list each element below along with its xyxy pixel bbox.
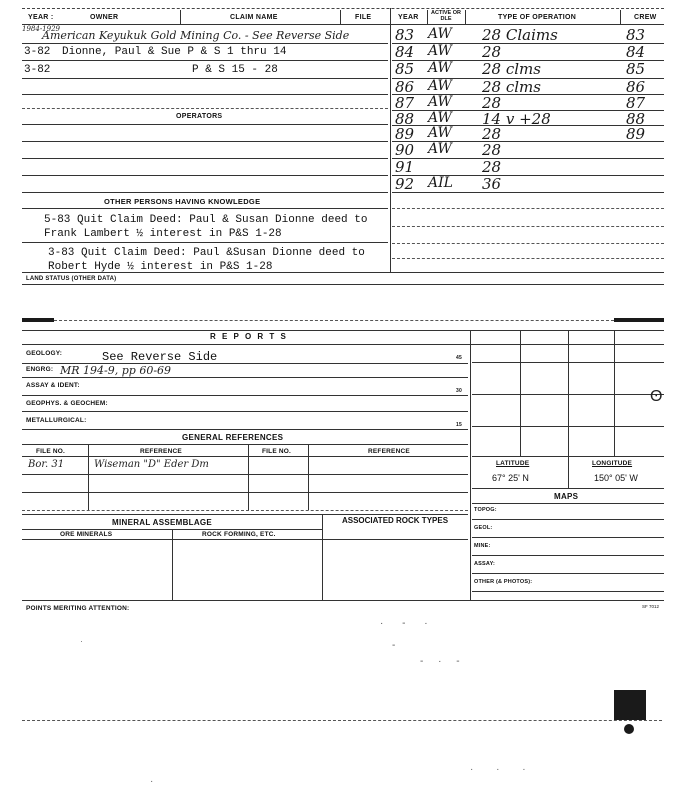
- activity-active: AW: [428, 26, 452, 42]
- activity-crew: 88: [626, 110, 646, 128]
- assay-label: ASSAY & IDENT:: [26, 382, 80, 389]
- activity-operation: 28: [482, 94, 502, 112]
- activity-crew: 89: [626, 125, 646, 143]
- form-code: SF 7012: [642, 604, 660, 609]
- activity-operation: 28 clms: [482, 60, 541, 78]
- points-label: POINTS MERITING ATTENTION:: [26, 605, 130, 612]
- geology-value: See Reverse Side: [102, 350, 218, 364]
- activity-year: 84: [395, 43, 415, 61]
- activity-crew: 86: [626, 78, 646, 96]
- activity-active: AIL: [428, 175, 453, 191]
- other-persons-label: OTHER PERSONS HAVING KNOWLEDGE: [104, 197, 261, 206]
- activity-active: AW: [428, 60, 452, 76]
- map-row-label: TOPOG:: [474, 507, 497, 513]
- margin-number-15: 15: [456, 422, 462, 428]
- mineral-assemblage-title: MINERAL ASSEMBLAGE: [112, 518, 213, 527]
- year2-header: YEAR: [398, 14, 419, 21]
- activity-operation: 28 Claims: [482, 26, 558, 44]
- knowledge-1-line1: 5-83 Quit Claim Deed: Paul & Susan Dionne deed to: [44, 214, 368, 226]
- latitude-label: LATITUDE: [496, 460, 530, 467]
- registration-block: [614, 690, 646, 720]
- activity-active: AW: [428, 94, 452, 110]
- rock-forming-header: ROCK FORMING, ETC.: [202, 531, 276, 538]
- edge-mark-right: [614, 318, 664, 322]
- activity-year: 88: [395, 110, 415, 128]
- knowledge-1-line2: Frank Lambert ½ interest in P&S 1-28: [44, 228, 282, 240]
- activity-year: 86: [395, 78, 415, 96]
- ref-file-no2-header: FILE NO.: [262, 448, 292, 455]
- activity-operation: 28: [482, 43, 502, 61]
- activity-active: AW: [428, 78, 452, 94]
- activity-year: 83: [395, 26, 415, 44]
- ore-minerals-header: ORE MINERALS: [60, 531, 113, 538]
- geology-label: GEOLOGY:: [26, 350, 63, 357]
- engrg-value: MR 194-9, pp 60-69: [60, 364, 172, 377]
- longitude-value: 150° 05' W: [594, 473, 638, 483]
- geophys-label: GEOPHYS. & GEOCHEM:: [26, 400, 108, 407]
- margin-number-45: 45: [456, 355, 462, 361]
- activity-operation: 28: [482, 125, 502, 143]
- metallurgical-label: METALLURGICAL:: [26, 417, 87, 424]
- ref-row1-file: Bor. 31: [28, 459, 65, 470]
- margin-number-30: 30: [456, 388, 462, 394]
- ref-reference-header: REFERENCE: [140, 448, 182, 455]
- owner-header: OWNER: [90, 14, 119, 21]
- activity-active: AW: [428, 43, 452, 59]
- file-header: FILE: [355, 14, 372, 21]
- owner-row-1-year: 1984-1929: [22, 25, 60, 33]
- activity-crew: 83: [626, 26, 646, 44]
- claim-record-form: YEAR : OWNER CLAIM NAME FILE YEAR ACTIVE OR DLE TYPE OF OPERATION CREW 1984-1929 American Keyukuk Gold Mining Co. - See Reverse Side 3-82 Dionne, Paul & Sue P & S 1 thru 14 3-82 P & S 15 - 28 OPERATORS OTHER PERSONS HAVING KNOWLEDGE 5-83 Quit Claim Deed: Paul & Susan Dionne deed to Frank Lambert ½ interest in P&S 1-28 3-83 Quit Claim Deed: Paul &Susan Dionne deed to Robert Hyde ½ interest in P&S 1-28 83 AW 28 Claims 83 84 AW 28 84 85 AW 28 clms 85 86 AW 28 clms 86 87 AW 28 87 88 AW 14 v +28 88 89 AW 28 89 90 AW 28 91 28 92 AIL 36 LAND STATUS (OTHER DATA) R E P O R T S GEOLOGY: See Reverse Side 45 ENGRG: MR 194-9, pp 60-69 ASSAY & IDENT: 30 GEOPHYS. & GEOCHEM: METALLURGICAL: 15 GENERAL REFERENCES FILE NO. REFERENCE FILE NO. REFERENCE Bor. 31 Wiseman "D" Eder Dm MINERAL ASSEMBLAGE ASSOCIATED ROCK TYPES ORE MINERALS ROCK FORMING, ETC. ʘ LATITUDE 67° 25' N LONGITUDE 150° 05' W MAPS TOPOG: GEOL: MINE: ASSAY: OTHER (& PHOTOS): POINTS MERITING ATTENTION: SF 7012 · - · - - · - · · · · ·: [22, 10, 663, 787]
- map-row-label: ASSAY:: [474, 561, 496, 567]
- general-references-title: GENERAL REFERENCES: [182, 433, 284, 442]
- land-status-label: LAND STATUS (OTHER DATA): [26, 276, 117, 282]
- activity-active: AW: [428, 141, 452, 157]
- active-or-dle-header: ACTIVE OR DLE: [431, 10, 461, 22]
- activity-operation: 28 clms: [482, 78, 541, 96]
- ref-reference2-header: REFERENCE: [368, 448, 410, 455]
- operators-label: OPERATORS: [176, 113, 223, 120]
- activity-active: AW: [428, 125, 452, 141]
- year-header: YEAR :: [28, 14, 54, 21]
- claim-name-header: CLAIM NAME: [230, 14, 278, 21]
- crew-header: CREW: [634, 14, 657, 21]
- activity-active: AW: [428, 110, 452, 126]
- associated-rock-types-header: ASSOCIATED ROCK TYPES: [341, 516, 449, 525]
- activity-crew: 87: [626, 94, 646, 112]
- maps-label: MAPS: [554, 492, 579, 501]
- activity-crew: 84: [626, 43, 646, 61]
- activity-operation: 28: [482, 141, 502, 159]
- map-row-label: MINE:: [474, 543, 491, 549]
- activity-year: 87: [395, 94, 415, 112]
- activity-year: 91: [395, 158, 415, 176]
- ref-row1-reference: Wiseman "D" Eder Dm: [94, 459, 209, 470]
- activity-year: 90: [395, 141, 415, 159]
- knowledge-2-line1: 3-83 Quit Claim Deed: Paul &Susan Dionne deed to: [48, 247, 365, 259]
- map-row-label: OTHER (& PHOTOS):: [474, 579, 533, 585]
- reports-title: R E P O R T S: [210, 332, 288, 341]
- type-of-operation-header: TYPE OF OPERATION: [498, 14, 577, 21]
- latitude-value: 67° 25' N: [492, 473, 529, 483]
- activity-operation: 36: [482, 175, 502, 193]
- activity-year: 92: [395, 175, 415, 193]
- activity-crew: 85: [626, 60, 646, 78]
- activity-operation: 14 v +28: [482, 110, 551, 128]
- owner-row-3-text: P & S 15 - 28: [192, 64, 278, 76]
- ref-file-no-header: FILE NO.: [36, 448, 66, 455]
- owner-row-2-text: Dionne, Paul & Sue P & S 1 thru 14: [62, 46, 287, 58]
- activity-year: 85: [395, 60, 415, 78]
- owner-row-3-year: 3-82: [24, 64, 51, 76]
- map-row-label: GEOL:: [474, 525, 493, 531]
- compass-mark: ʘ: [650, 388, 663, 405]
- longitude-label: LONGITUDE: [592, 460, 633, 467]
- owner-row-2-year: 3-82: [24, 46, 51, 58]
- edge-mark-left: [22, 318, 54, 322]
- knowledge-2-line2: Robert Hyde ½ interest in P&S 1-28: [48, 261, 273, 273]
- owner-row-1-text: American Keyukuk Gold Mining Co. - See Reverse Side: [42, 29, 350, 42]
- engrg-label: ENGRG:: [26, 366, 54, 373]
- activity-operation: 28: [482, 158, 502, 176]
- activity-year: 89: [395, 125, 415, 143]
